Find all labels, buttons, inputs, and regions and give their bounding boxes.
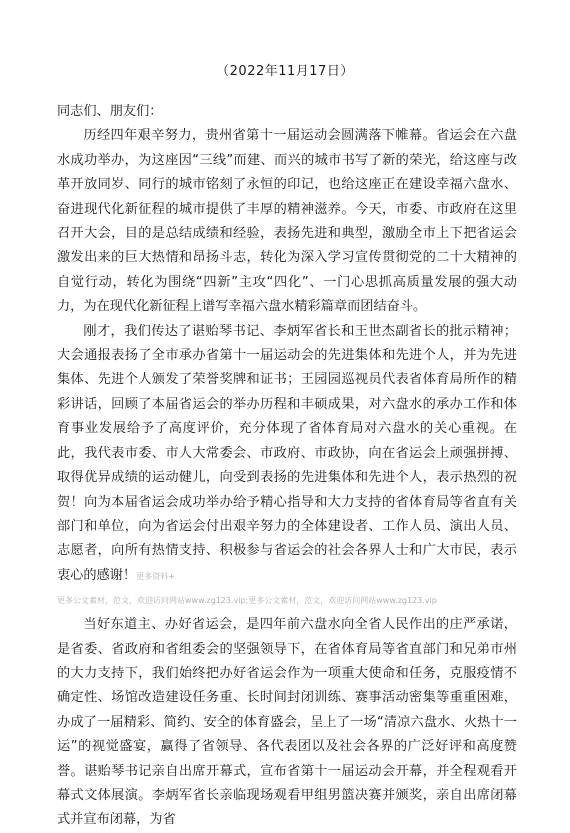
watermark-inline-text: 更多资料+: [136, 571, 175, 581]
paragraph-3: 当好东道主、办好省运会，是四年前六盘水向全省人民作出的庄严承诺，是省委、省政府和省组委会的坚强领导下，在省体育局等省直部门和兄弟市州的大力支持下，我们始终把办好省运会作为一项重大使命和任务，克服疫情不确定性、场馆改造建设任务重、长时间封闭训练、赛事活动密集等重重困难，办成了一届精彩、简约、安全的体育盛会，呈上了一场“清凉六盘水、火热十一运”的视觉盛宴，赢得了省领导、各代表团以及社会各界的广泛好评和高度赞誉。谌贻琴书记亲自出席开幕式，宣布省第十一届运动会开幕，并全程观看开幕式文体展演。李炳军省长亲临现场观看甲组男篮决赛并颁奖，亲自出席闭幕式并宣布闭幕，为省: [57, 617, 517, 828]
date-line: （2022年11月17日）: [216, 64, 354, 79]
speech-body: [57, 100, 517, 833]
paragraph-1: 历经四年艰辛努力，贵州省第十一届运动会圆满落下帷幕。省运会在六盘水成功举办，为这座因“三线”而建、而兴的城市书写了新的荣光，给这座与改革开放同岁、同行的城市铭刻了永恒的印记，也给这座正在建设幸福六盘水、奋进现代化新征程的城市提供了丰厚的精神滋养。今天，市委、市政府在这里召开大会，目的是总结成绩和经验，表扬先进和典型，激励全市上下把省运会激发出来的巨大热情和昂扬斗志，转化为深入学习宣传贯彻党的二十大精神的自觉行动，转化为围绕“四新”主攻“四化”、一门心思抓高质量发展的强大动力，为在现代化新征程上谱写幸福六盘水精彩篇章而团结奋斗。: [57, 128, 517, 315]
paragraph-2-text: 刚才，我们传达了谌贻琴书记、李炳军省长和王世杰副省长的批示精神；大会通报表扬了全市承办省第十一届运动会的先进集体和先进个人，并为先进集体、先进个人颁发了荣誉奖牌和证书；王园园巡视员代表省体育局所作的精彩讲话，回顾了本届省运会的举办历程和丰硕成果，对六盘水的承办工作和体育事业发展给予了高度评价，充分体现了省体育局对六盘水的关心重视。在此，我代表市委、市人大常委会、市政府、市政协，向在省运会上顽强拼搏、取得优异成绩的运动健儿，向受到表扬的先进集体和先进个人，表示热烈的祝贺！向为本届省运会成功举办给予精心指导和大力支持的省体育局等省直有关部门和单位，向为省运会付出艰辛努力的全体建设者、工作人员、演出人员、志愿者，向所有热情支持、积极参与省运会的社会各界人士和广大市民，表示衷心的感谢！: [57, 323, 517, 583]
salutation: 同志们、朋友们：: [57, 104, 163, 119]
watermark-line: 更多公文素材，范文，欢迎访问网站www.zg123.vip;更多公文素材，范文，欢迎访问网站www.zg123.vip: [57, 596, 437, 606]
paragraph-2: [57, 320, 517, 589]
